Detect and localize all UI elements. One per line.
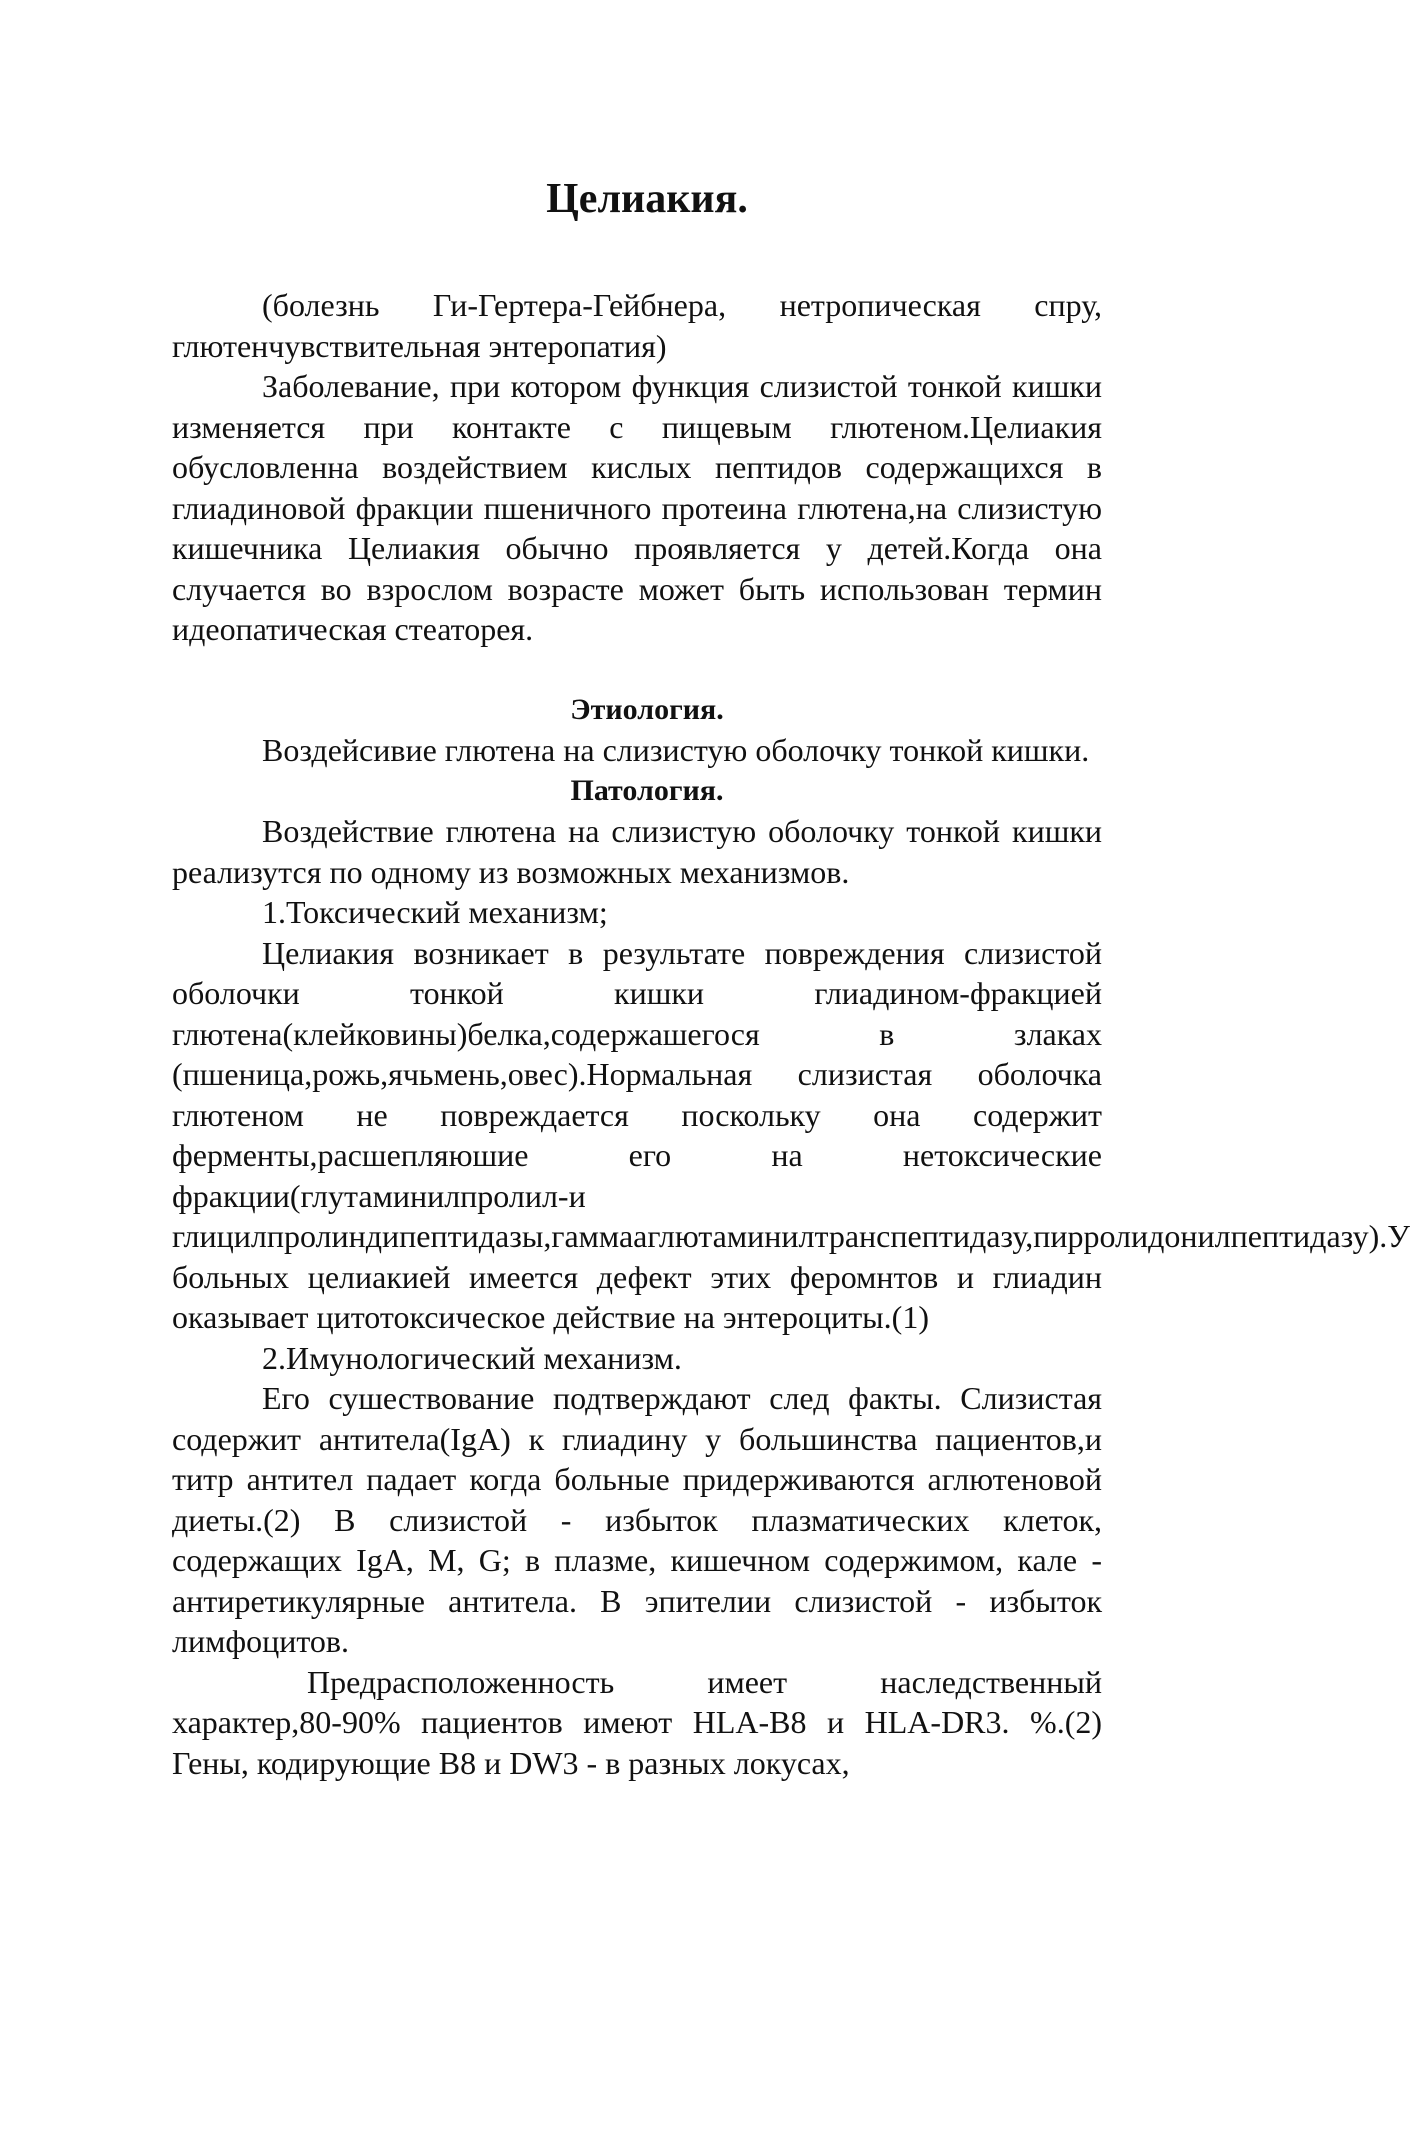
toxic-mechanism-paragraph: Целиакия возникает в результате повреждения слизистой оболочки тонкой кишки глиадином-фракцией глютена(клейковины)белка,содержашегося в злаках (пшеница,рожь,ячьмень,овес).Нормальная слизистая оболочка глютеном не повреждается поскольку она содержит ферменты,расшепляюшие его на нетоксические фракции(глутаминилпролил-и глицилпролиндипептидазы,гаммааглютаминилтранспептидазу,пирролидонилпептидазу).У больных целиакией имеется дефект этих феромнтов и глиадин оказывает цитотоксическое действие на энтероциты.(1) bbox=[172, 934, 1410, 1335]
toxic-mechanism-heading: 1.Токсический механизм; bbox=[262, 894, 608, 930]
etiology-heading: Этиология. bbox=[570, 692, 724, 726]
spacer bbox=[172, 650, 1102, 690]
definition-paragraph: Заболевание, при котором функция слизистой тонкой кишки изменяется при контакте с пищевым глютеном.Целиакия обусловленна воздействием кислых пептидов содержащихся в глиадиновой фракции пшеничного протеина глютена,на слизистую кишечника Целиакия обычно проявляется у детей.Когда она случается во взрослом возрасте может быть использован термин идеопатическая стеаторея. bbox=[172, 368, 1102, 647]
pathology-heading: Патология. bbox=[570, 773, 724, 807]
pathology-intro-paragraph: Воздействие глютена на слизистую оболочку тонкой кишки реализутся по одному из возможных механизмов. bbox=[172, 813, 1102, 890]
immune-mechanism-heading: 2.Имунологический механизм. bbox=[262, 1339, 682, 1376]
immune-mechanism-paragraph: Его сушествование подтверждают след факты. Слизистая содержит антитела(IgA) к глиадину у большинства пациентов,и титр антител падает когда больные придерживаются аглютеновой диеты.(2) В слизистой - избыток плазматических клеток, содержащих IgA, M, G; в плазме, кишечном содержимом, кале - антиретикулярные антитела. В эпителии слизистой - избыток лимфоцитов. bbox=[172, 1380, 1102, 1659]
page-title: Целиакия. bbox=[546, 176, 748, 222]
synonyms-paragraph: (болезнь Ги-Гертера-Гейбнера, нетропическая спру, глютенчувствительная энтеропатия) bbox=[172, 287, 1102, 364]
document-body bbox=[172, 285, 1410, 1783]
etiology-paragraph: Воздейсивие глютена на слизистую оболочку тонкой кишки. bbox=[262, 732, 1090, 768]
predisposition-paragraph: Предрасположенность имеет наследственный характер,80-90% пациентов имеют HLA-B8 и HLA-DR3. %.(2) Гены, кодирующие B8 и DW3 - в разных локусах, bbox=[172, 1663, 1102, 1781]
